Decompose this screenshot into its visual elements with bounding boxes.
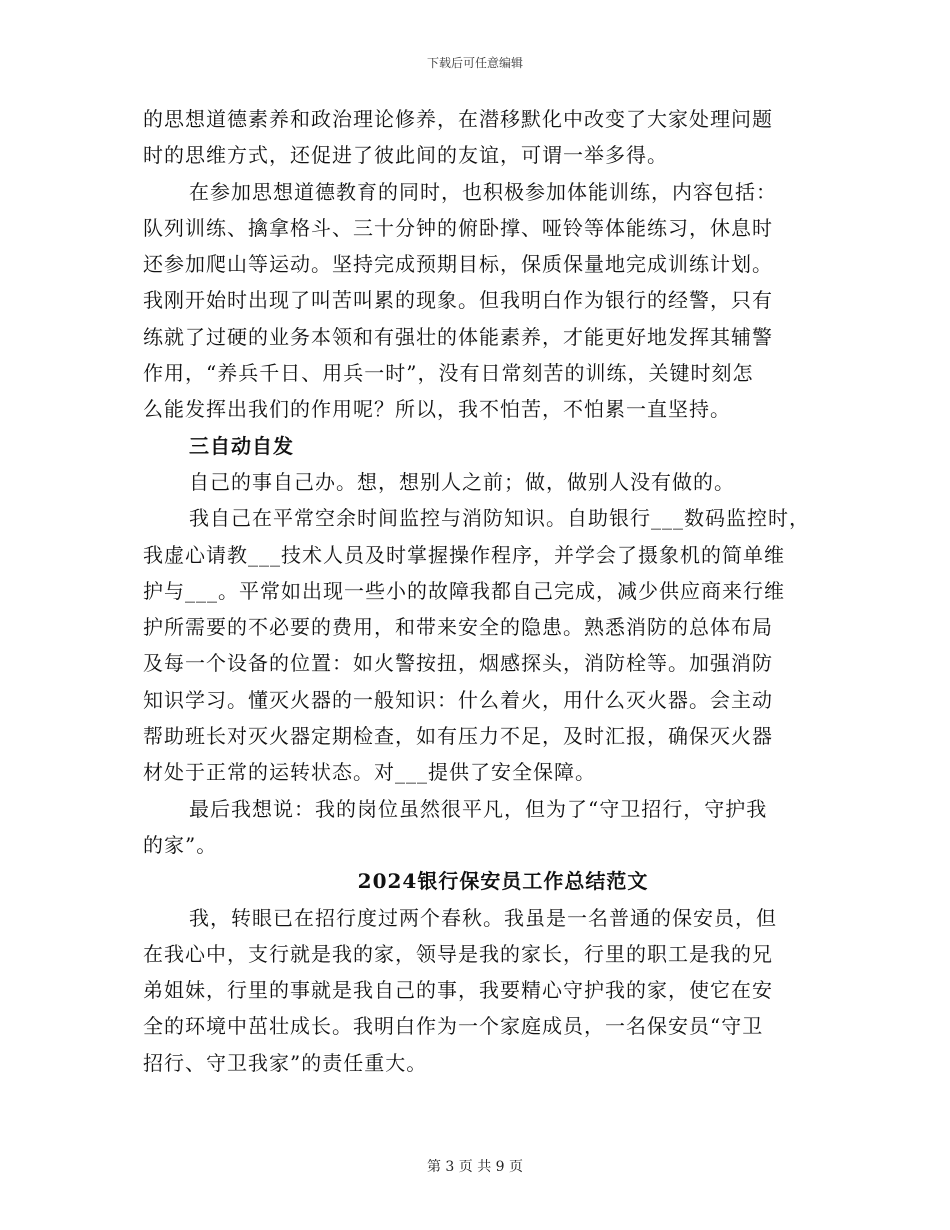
paragraph-line: 在我心中，支行就是我的家，领导是我的家长，行里的职工是我的兄	[143, 941, 773, 966]
paragraph-line: 护所需要的不必要的费用，和带来安全的隐患。熟悉消防的总体布局	[143, 615, 773, 640]
page-number-footer: 第 3 页 共 9 页	[426, 1159, 524, 1175]
paragraph-line: 我，转眼已在招行度过两个春秋。我虽是一名普通的保安员，但	[189, 905, 777, 930]
paragraph-line: 最后我想说：我的岗位虽然很平凡，但为了“守卫招行，守护我	[189, 796, 768, 821]
document-title: 2024银行保安员工作总结范文	[357, 869, 649, 894]
paragraph-line: 么能发挥出我们的作用呢？所以，我不怕苦，不怕累一直坚持。	[143, 397, 731, 422]
paragraph-line: 材处于正常的运转状态。对___提供了安全保障。	[143, 760, 596, 785]
paragraph-line: 的思想道德素养和政治理论修养，在潜移默化中改变了大家处理问题	[143, 107, 773, 131]
paragraph-line: 招行、守卫我家”的责任重大。	[143, 1050, 428, 1075]
document-body	[143, 101, 823, 1081]
paragraph-line: 还参加爬山等运动。坚持完成预期目标，保质保量地完成训练计划。	[143, 252, 773, 277]
paragraph-line: 我自己在平常空余时间监控与消防知识。自助银行___数码监控时，	[189, 506, 810, 531]
paragraph-line: 作用，“养兵千日、用兵一时”，没有日常刻苦的训练，关键时刻怎	[143, 361, 754, 386]
section-heading: 三自动自发	[189, 433, 294, 458]
paragraph-line: 全的环境中茁壮成长。我明白作为一个家庭成员，一名保安员“守卫	[143, 1014, 764, 1039]
paragraph-line: 帮助班长对灭火器定期检查，如有压力不足，及时汇报，确保灭火器	[143, 724, 773, 749]
paragraph-line: 的家”。	[143, 832, 218, 857]
paragraph-line: 知识学习。懂灭火器的一般知识：什么着火，用什么灭火器。会主动	[143, 687, 773, 712]
paragraph-line: 护与___。平常如出现一些小的故障我都自己完成，减少供应商来行维	[143, 578, 785, 603]
paragraph-line: 在参加思想道德教育的同时，也积极参加体能训练，内容包括：	[189, 179, 777, 204]
paragraph-line: 时的思维方式，还促进了彼此间的友谊，可谓一举多得。	[143, 143, 668, 168]
paragraph-line: 我刚开始时出现了叫苦叫累的现象。但我明白作为银行的经警，只有	[143, 288, 773, 313]
paragraph-line: 及每一个设备的位置：如火警按扭，烟感探头，消防栓等。加强消防	[143, 651, 773, 676]
paragraph-line: 队列训练、擒拿格斗、三十分钟的俯卧撑、哑铃等体能练习，休息时	[143, 215, 773, 240]
paragraph-line: 自己的事自己办。想，想别人之前；做，做别人没有做的。	[189, 469, 735, 494]
page-header-note: 下载后可任意编辑	[426, 56, 523, 70]
paragraph-line: 练就了过硬的业务本领和有强壮的体能素养，才能更好地发挥其辅警	[143, 324, 773, 349]
paragraph-line: 弟姐妹，行里的事就是我自己的事，我要精心守护我的家，使它在安	[143, 978, 773, 1003]
paragraph-line: 我虚心请教___技术人员及时掌握操作程序，并学会了摄象机的简单维	[143, 542, 785, 567]
